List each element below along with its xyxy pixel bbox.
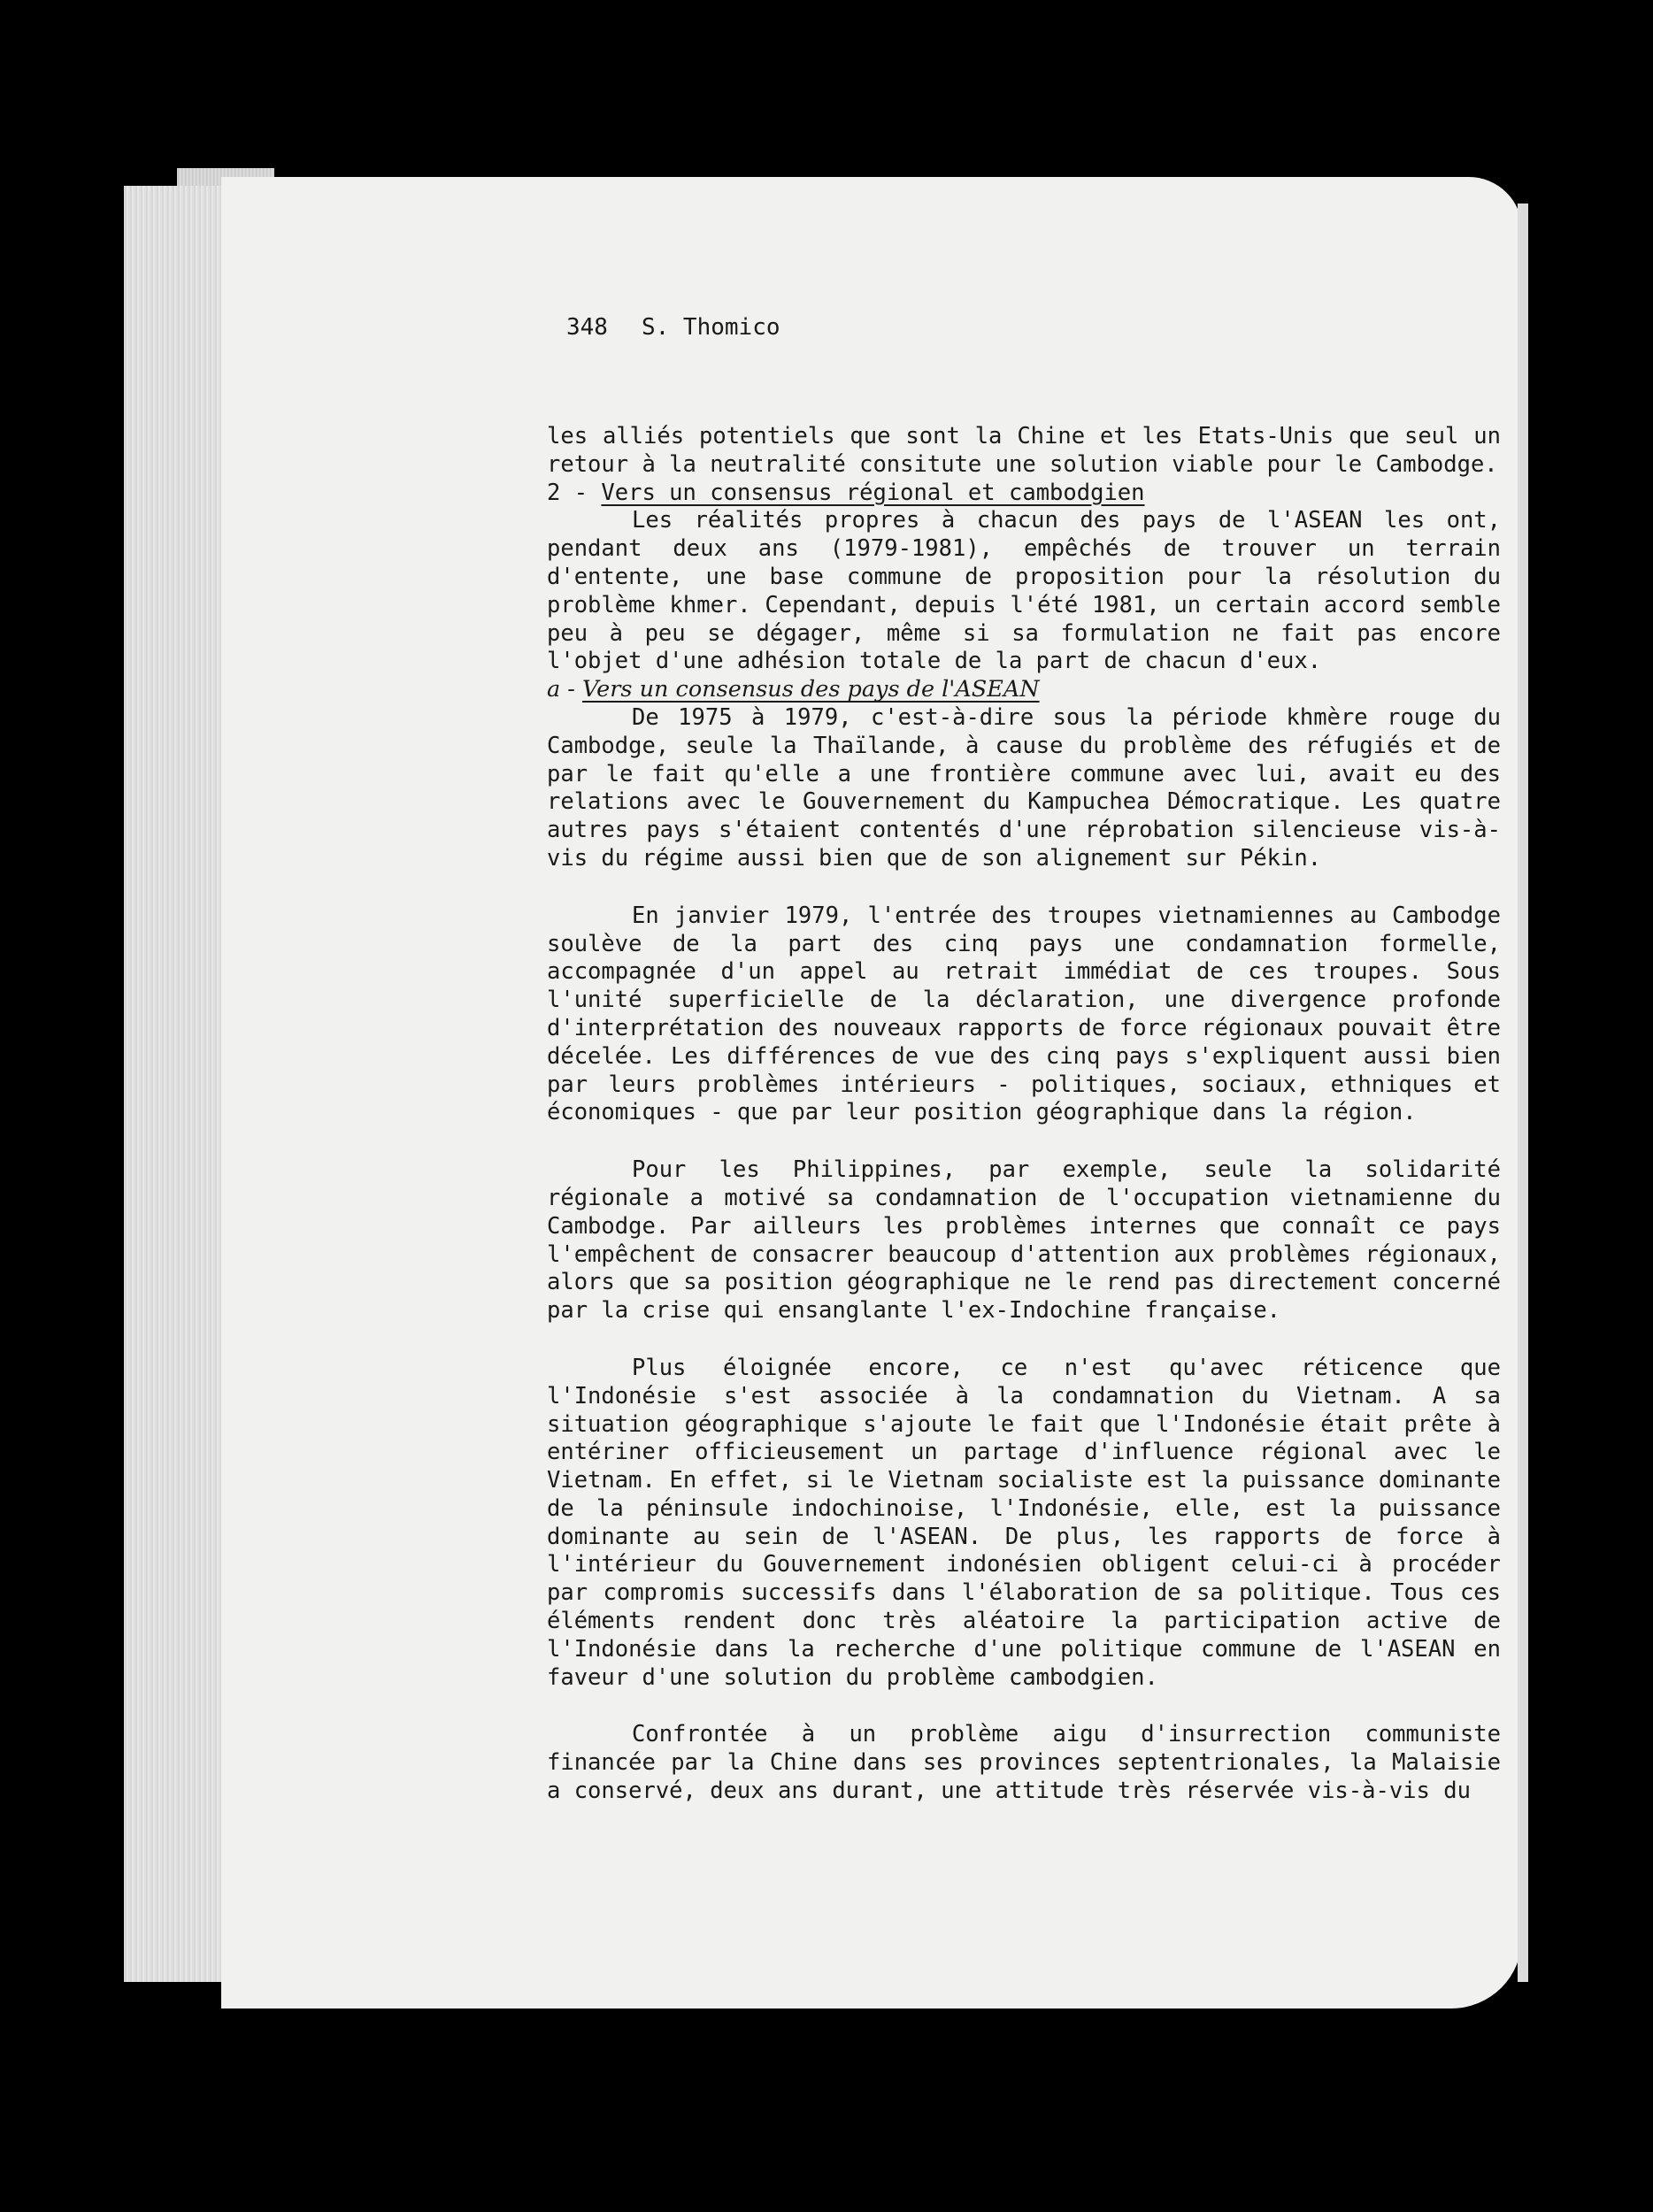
subsection-number: a - bbox=[547, 676, 575, 703]
paragraph: Plus éloignée encore, ce n'est qu'avec réticence que l'Indonésie s'est associée à la condamnation du Vietnam. A sa situation géographique s'ajoute le fait que l'Indonésie était prête à entériner officieusement un partage d'influence régional avec le Vietnam. En effet, si le Vietnam socialiste est la puissance dominante de la péninsule indochinoise, l'Indonésie, elle, est la puissance dominante au sein de l'ASEAN. De plus, les rapports de force à l'intérieur du Gouvernement indonésien obligent celui-ci à procéder par compromis successifs dans l'élaboration de sa politique. Tous ces éléments rendent donc très aléatoire la participation active de l'Indonésie dans la recherche d'une politique commune de l'ASEAN en faveur d'une solution du problème cambodgien. bbox=[547, 1354, 1501, 1691]
body-text bbox=[547, 423, 1501, 1806]
paragraph-continuation: les alliés potentiels que sont la Chine et les Etats-Unis que seul un retour à la neutralité consitute une solution viable pour le Cambodge. bbox=[547, 423, 1501, 478]
running-header bbox=[566, 314, 814, 341]
section-number: 2 - bbox=[547, 479, 588, 506]
subsection-title: Vers un consensus des pays de l'ASEAN bbox=[582, 676, 1040, 703]
page-right-edge bbox=[1518, 204, 1528, 1982]
paragraph: En janvier 1979, l'entrée des troupes vietnamiennes au Cambodge soulève de la part des cinq pays une condamnation formelle, accompagnée d'un appel au retrait immédiat de ces troupes. Sous l'unité superficielle de la déclaration, une divergence profonde d'interprétation des nouveaux rapports de force régionaux pouvait être décelée. Les différences de vue des cinq pays s'expliquent aussi bien par leurs problèmes intérieurs - politiques, sociaux, ethniques et économiques - que par leur position géographique dans la région. bbox=[547, 902, 1501, 1126]
section-heading bbox=[547, 480, 1501, 508]
author-name: S. Thomico bbox=[641, 314, 780, 341]
paragraph: De 1975 à 1979, c'est-à-dire sous la période khmère rouge du Cambodge, seule la Thaïlande, à cause du problème des réfugiés et de par le fait qu'elle a une frontière commune avec lui, avait eu des relations avec le Gouvernement du Kampuchea Démocratique. Les quatre autres pays s'étaient contentés d'une réprobation silencieuse vis-à-vis du régime aussi bien que de son alignement sur Pékin. bbox=[547, 703, 1501, 872]
paragraph: Pour les Philippines, par exemple, seule la solidarité régionale a motivé sa condamnation de l'occupation vietnamienne du Cambodge. Par ailleurs les problèmes internes que connaît ce pays l'empêchent de consacrer beaucoup d'attention aux problèmes régionaux, alors que sa position géographique ne le rend pas directement concerné par la crise qui ensanglante l'ex-Indochine française. bbox=[547, 1156, 1501, 1325]
section-title: Vers un consensus régional et cambodgien bbox=[601, 479, 1145, 506]
paragraph: Confrontée à un problème aigu d'insurrection communiste financée par la Chine dans ses provinces septentrionales, la Malaisie a conservé, deux ans durant, une attitude très réservée vis-à-vis du bbox=[547, 1721, 1501, 1805]
page-number: 348 bbox=[566, 314, 608, 341]
subsection-heading bbox=[547, 676, 1501, 704]
paragraph: Les réalités propres à chacun des pays de l'ASEAN les ont, pendant deux ans (1979-1981), empêchés de trouver un terrain d'entente, une base commune de proposition pour la résolution du problème khmer. Cependant, depuis l'été 1981, un certain accord semble peu à peu se dégager, même si sa formulation ne fait pas encore l'objet d'une adhésion totale de la part de chacun d'eux. bbox=[547, 507, 1501, 675]
